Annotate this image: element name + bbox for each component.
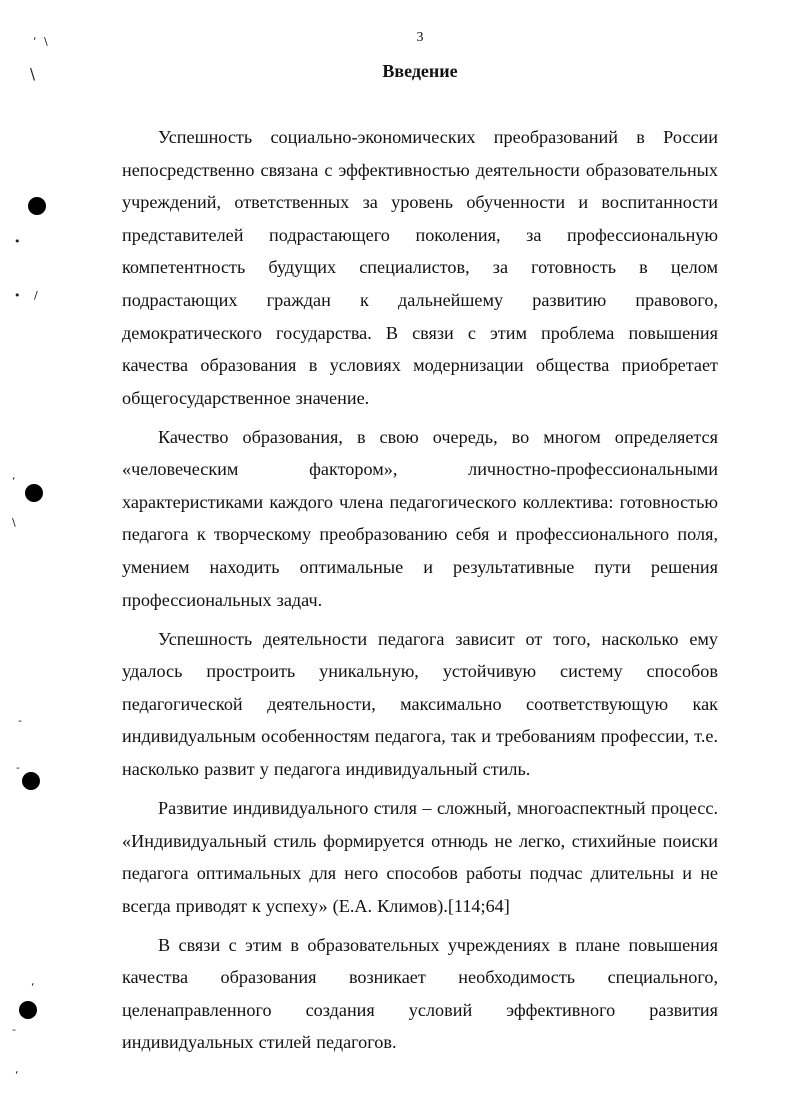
scan-speck: ‘	[15, 1069, 19, 1082]
scan-speck: ‘	[31, 981, 35, 994]
punch-hole-mark	[22, 772, 40, 790]
punch-hole-mark	[28, 197, 46, 215]
paragraph: В связи с этим в образовательных учреждениях в плане повышения качества образования возникает необходимость специального, целенаправленного создания условий эффективного развития индивидуальных стилей педагогов.	[122, 934, 718, 1053]
punch-hole-mark	[19, 1001, 37, 1019]
scan-speck: ,	[33, 29, 37, 42]
scan-speck: -	[12, 1023, 16, 1036]
section-heading: Введение	[382, 61, 458, 81]
scan-speck: \	[30, 65, 36, 83]
scan-speck: ‘	[12, 475, 16, 488]
scan-speck: \	[12, 516, 16, 529]
paragraph: Успешность социально-экономических преобразований в России непосредственно связана с эффективностью деятельности образовательных учреждений, ответственных за уровень обученности и воспитанности представителей подрастающего поколения, за профессиональную компетентность будущих специалистов, за готовность в целом подрастающих граждан к дальнейшему развитию правового, демократического государства. В связи с этим проблема повышения качества образования в условиях модернизации общества приобретает общегосударственное значение.	[122, 127, 718, 408]
scan-speck: \	[44, 35, 48, 48]
body-text	[122, 121, 718, 1065]
paragraph: Развитие индивидуального стиля – сложный, многоаспектный процесс. «Индивидуальный стиль формируется отнюдь не легко, стихийные поиски педагога оптимальных для него способов работы подчас длительны и не всегда приводят к успеху» (Е.А. Климов).[114;64]	[122, 797, 718, 916]
scan-speck: •	[14, 235, 21, 248]
paragraph: Успешность деятельности педагога зависит от того, насколько ему удалось простроить уникальную, устойчивую систему способов педагогической деятельности, максимально соответствующую как индивидуальным особенностям педагога, так и требованиям профессии, т.е. насколько развит у педагога индивидуальный стиль.	[122, 628, 718, 779]
scan-speck: -	[18, 714, 22, 727]
scan-speck: •	[14, 289, 21, 302]
scan-speck: /	[34, 289, 38, 302]
punch-hole-mark	[25, 484, 43, 502]
paragraph: Качество образования, в свою очередь, во многом определяется «человеческим фактором», личностно-профессиональными характеристиками каждого члена педагогического коллектива: готовностью педагога к творческому преобразованию себя и профессионального поля, умением находить оптимальные и результативные пути решения профессиональных задач.	[122, 426, 718, 610]
page-number: 3	[416, 30, 424, 45]
scan-speck: -	[16, 761, 20, 774]
